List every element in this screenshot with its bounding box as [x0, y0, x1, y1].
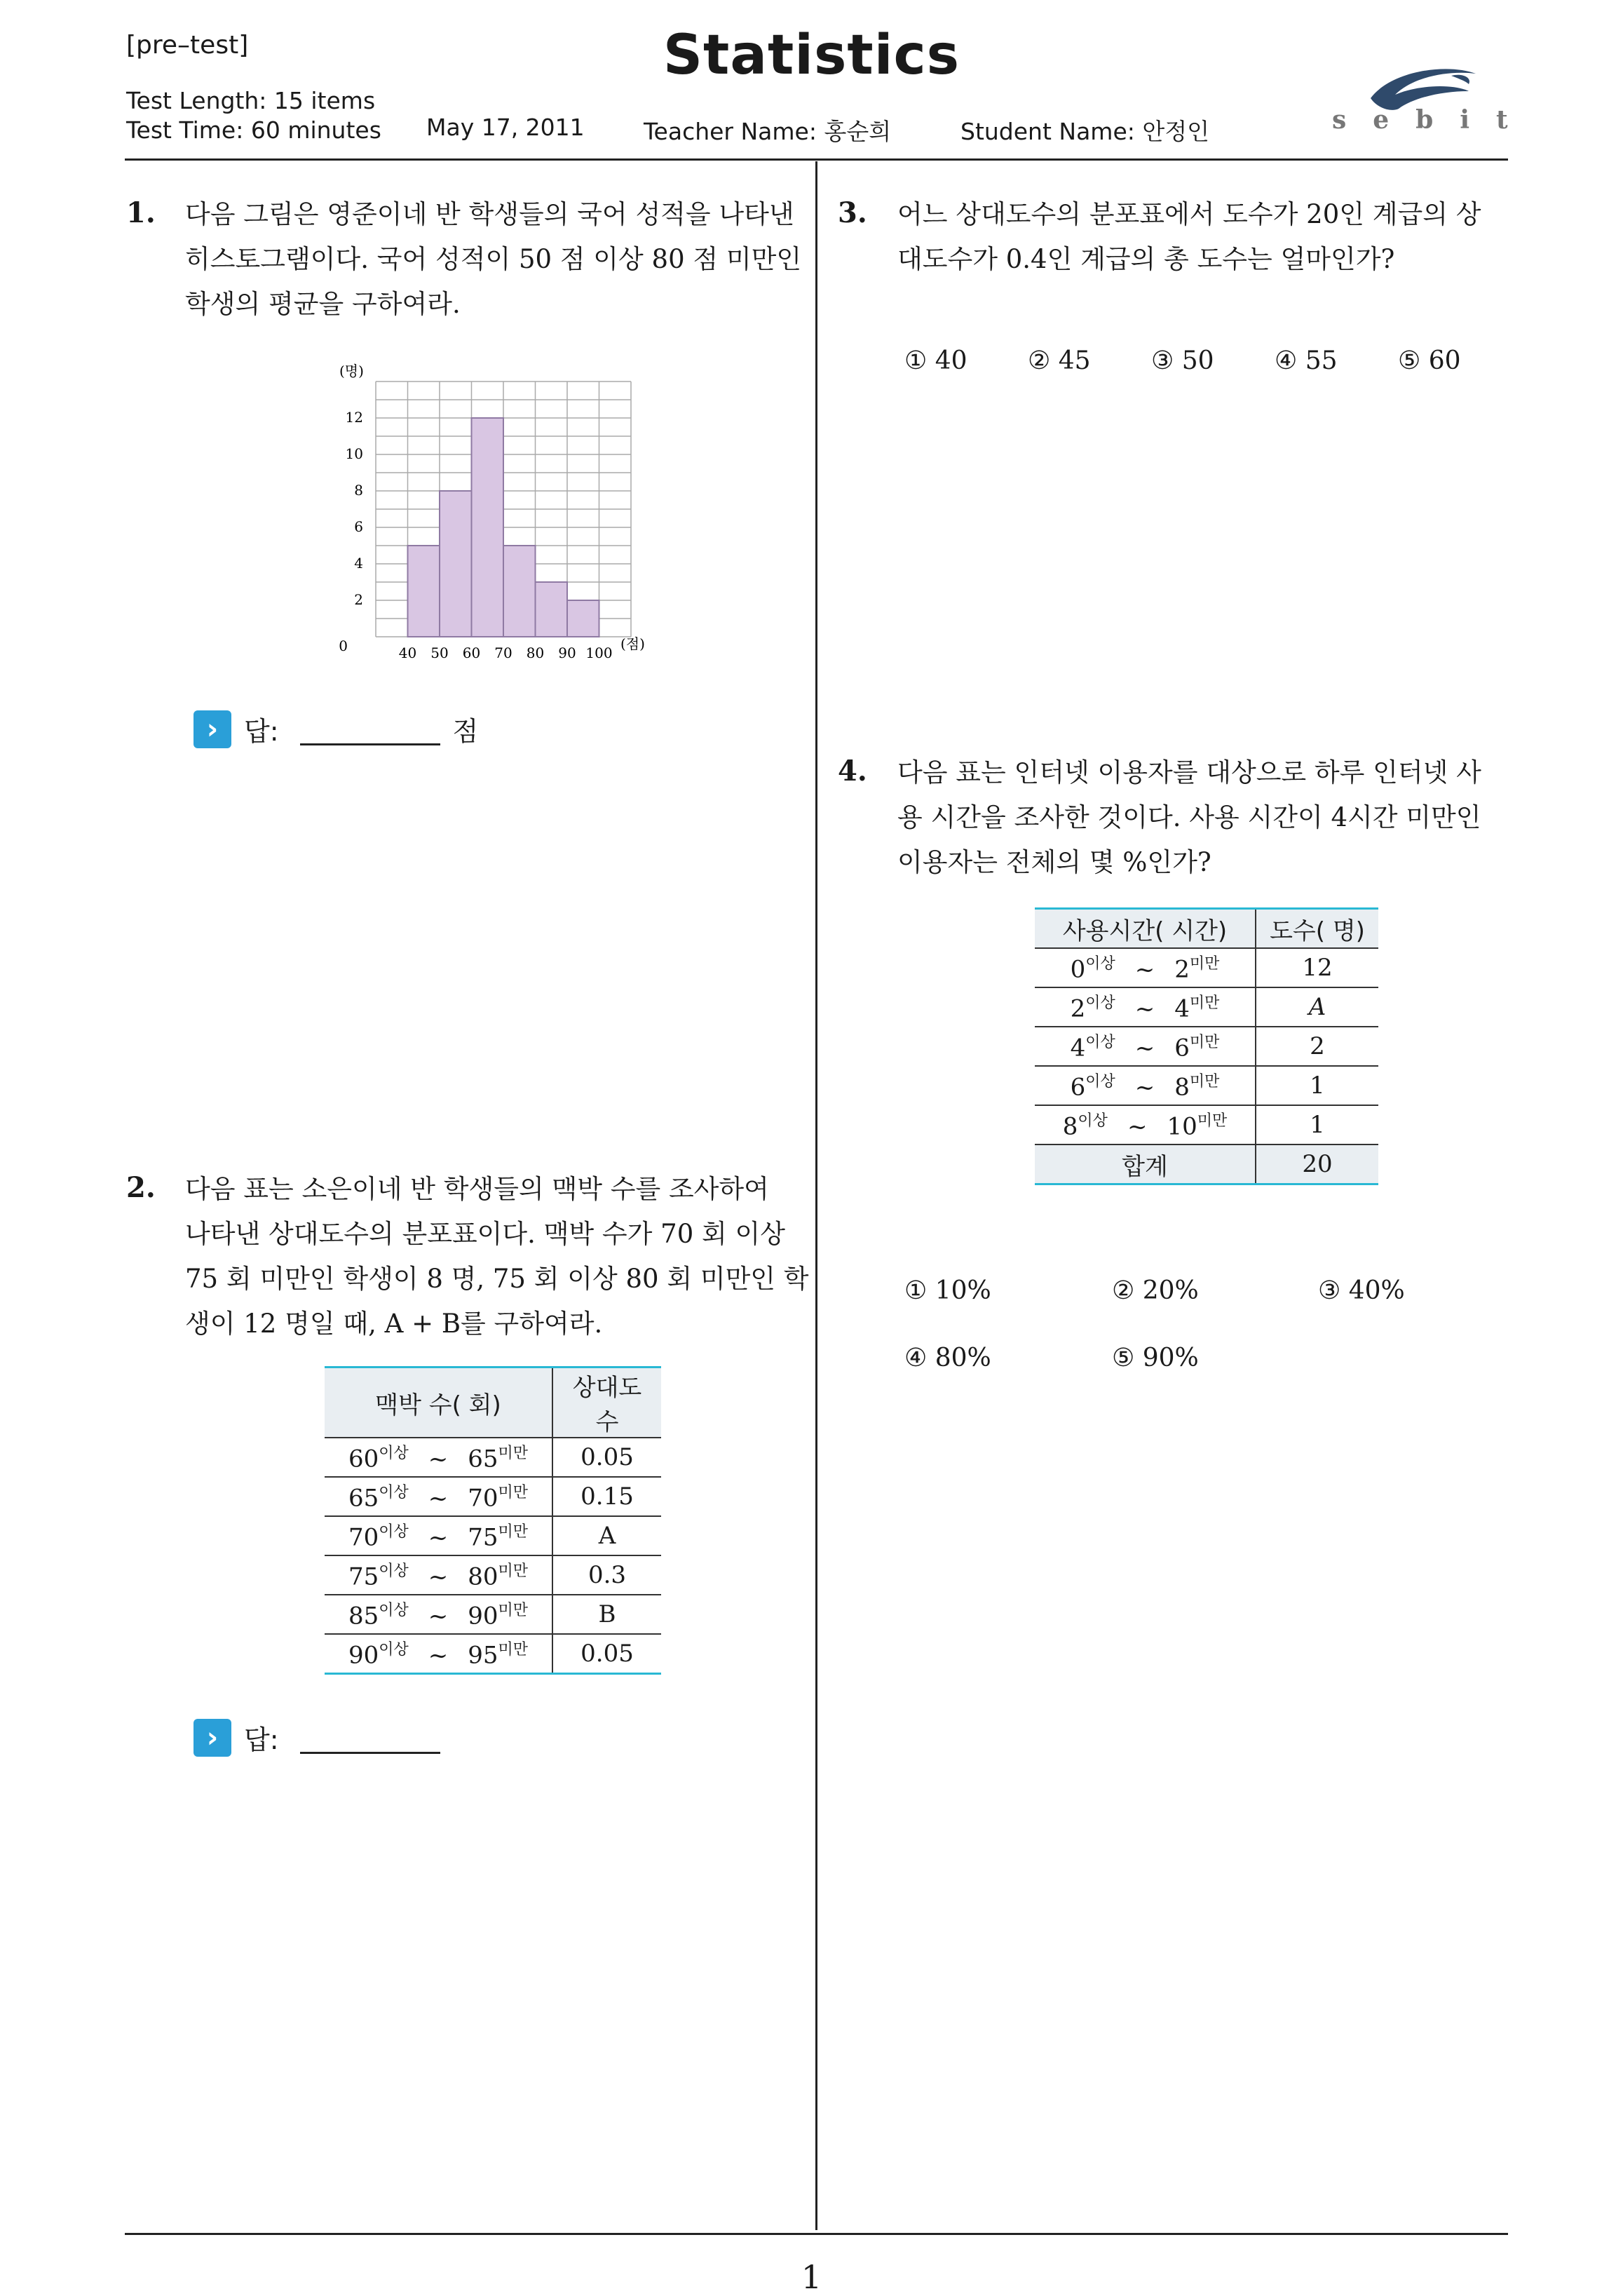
x-tick-label: 40	[398, 644, 417, 659]
answer-label: 답:	[244, 1724, 279, 1755]
class-interval: $6^{이상}$ ~ $8^{미만}$	[1035, 1066, 1256, 1105]
frequency-value: 2	[1256, 1027, 1378, 1066]
histogram-bar	[503, 546, 536, 637]
class-interval: $8^{이상}$ ~ $10^{미만}$	[1035, 1105, 1256, 1144]
histogram-bar	[536, 582, 568, 637]
answer-arrow-icon: ›	[193, 710, 231, 748]
table-header: 맥박 수( 회)	[325, 1368, 552, 1438]
table-header: 사용시간( 시간)	[1035, 909, 1256, 949]
q2-answer	[193, 1718, 453, 1757]
frequency-value: 0.15	[552, 1477, 661, 1516]
q1-text: 다음 그림은 영준이네 반 학생들의 국어 성적을 나타낸 히스토그램이다. 국어 성적이 50 점 이상 80 점 미만인 학생의 평균을 구하여라.	[185, 199, 802, 319]
y-tick-label: 4	[354, 555, 363, 572]
frequency-value: A	[552, 1516, 661, 1555]
test-date: May 17, 2011	[426, 114, 585, 141]
table-header: 도수( 명)	[1256, 909, 1378, 949]
x-tick-label: 60	[462, 644, 481, 659]
histogram-bar	[440, 491, 472, 637]
table-row	[325, 1595, 661, 1634]
header-divider	[125, 158, 1508, 161]
x-tick-label: 50	[430, 644, 449, 659]
test-length: Test Length: 15 items	[126, 87, 376, 114]
class-interval: $70^{이상}$ ~ $75^{미만}$	[325, 1516, 552, 1555]
frequency-value: 1	[1256, 1105, 1378, 1144]
histogram-bar	[567, 600, 599, 637]
answer-label: 답:	[244, 716, 279, 747]
total-value: 20	[1256, 1144, 1378, 1184]
table-row	[1035, 1027, 1378, 1066]
x-tick-label: 90	[558, 644, 576, 659]
answer-unit: 점	[452, 716, 479, 747]
logo-text: sebit	[1332, 105, 1535, 135]
frequency-value: 0.05	[552, 1634, 661, 1674]
x-axis-label: (점)	[620, 635, 645, 652]
frequency-value: 12	[1256, 948, 1378, 987]
table-row	[325, 1555, 661, 1595]
page-number: 1	[801, 2258, 822, 2296]
class-interval: $0^{이상}$ ~ $2^{미만}$	[1035, 948, 1256, 987]
table-row	[1035, 987, 1378, 1027]
test-tag: [pre–test]	[126, 31, 249, 60]
histogram-bar	[408, 546, 440, 637]
x-tick-label: 80	[526, 644, 545, 659]
frequency-value: A	[1256, 987, 1378, 1027]
q4-choice-2[interactable]: ② 20%	[1112, 1276, 1199, 1305]
q1-number: 1.	[126, 196, 156, 229]
x-tick-label: 70	[494, 644, 512, 659]
y-tick-label: 2	[354, 591, 363, 608]
frequency-value: 0.3	[552, 1555, 661, 1595]
y-axis-label: (명)	[339, 363, 364, 379]
y-tick-label: 8	[354, 482, 363, 499]
frequency-value: 1	[1256, 1066, 1378, 1105]
y-tick-label: 6	[354, 518, 363, 535]
q3-choice-2[interactable]: ② 45	[1028, 346, 1091, 375]
answer-arrow-icon: ›	[193, 1719, 231, 1757]
column-divider	[815, 161, 817, 2230]
q4-text: 다음 표는 인터넷 이용자를 대상으로 하루 인터넷 사 용 시간을 조사한 것이다. 사용 시간이 4시간 미만인 이용자는 전체의 몇 %인가?	[897, 757, 1481, 877]
table-row	[325, 1634, 661, 1674]
class-interval: $2^{이상}$ ~ $4^{미만}$	[1035, 987, 1256, 1027]
table-row	[1035, 1066, 1378, 1105]
y-tick-label: 0	[339, 637, 348, 654]
q4-number: 4.	[838, 755, 867, 788]
test-time: Test Time: 60 minutes	[126, 116, 381, 144]
frequency-value: B	[552, 1595, 661, 1634]
table-header: 상대도수	[552, 1368, 661, 1438]
class-interval: $90^{이상}$ ~ $95^{미만}$	[325, 1634, 552, 1674]
y-tick-label: 12	[345, 409, 363, 426]
student-name: Student Name: 안정인	[960, 118, 1209, 145]
table-row	[325, 1516, 661, 1555]
q2-number: 2.	[126, 1171, 156, 1204]
q1-answer	[193, 710, 478, 748]
q4-choice-4[interactable]: ④ 80%	[904, 1344, 991, 1372]
table-row	[325, 1438, 661, 1477]
q3-choice-1[interactable]: ① 40	[904, 346, 967, 375]
teacher-name: Teacher Name: 홍순희	[644, 118, 892, 145]
histogram-bar	[472, 418, 504, 637]
table-row	[1035, 948, 1378, 987]
q3-text: 어느 상대도수의 분포표에서 도수가 20인 계급의 상 대도수가 0.4인 계급의 총 도수는 얼마인가?	[897, 199, 1481, 274]
class-interval: $4^{이상}$ ~ $6^{미만}$	[1035, 1027, 1256, 1066]
table-total-row	[1035, 1144, 1378, 1184]
class-interval: $75^{이상}$ ~ $80^{미만}$	[325, 1555, 552, 1595]
q4-frequency-table	[1035, 907, 1378, 1185]
q1-answer-blank[interactable]	[300, 713, 440, 745]
q3-number: 3.	[838, 196, 867, 229]
q2-answer-blank[interactable]	[300, 1721, 440, 1754]
table-row	[325, 1477, 661, 1516]
total-label: 합계	[1035, 1144, 1256, 1184]
class-interval: $60^{이상}$ ~ $65^{미만}$	[325, 1438, 552, 1477]
q2-frequency-table	[325, 1366, 661, 1675]
y-tick-label: 10	[345, 445, 363, 462]
score-histogram	[322, 351, 659, 659]
frequency-value: 0.05	[552, 1438, 661, 1477]
class-interval: $85^{이상}$ ~ $90^{미만}$	[325, 1595, 552, 1634]
q4-choice-3[interactable]: ③ 40%	[1318, 1276, 1405, 1305]
q4-choice-1[interactable]: ① 10%	[904, 1276, 991, 1305]
page-title: Statistics	[663, 24, 960, 87]
x-tick-label: 100	[585, 644, 613, 659]
q3-choice-3[interactable]: ③ 50	[1151, 346, 1214, 375]
q3-choice-5[interactable]: ⑤ 60	[1398, 346, 1461, 375]
table-row	[1035, 1105, 1378, 1144]
footer-divider	[125, 2233, 1508, 2235]
q4-choice-5[interactable]: ⑤ 90%	[1112, 1344, 1199, 1372]
class-interval: $65^{이상}$ ~ $70^{미만}$	[325, 1477, 552, 1516]
q3-choice-4[interactable]: ④ 55	[1275, 346, 1338, 375]
q2-text: 다음 표는 소은이네 반 학생들의 맥박 수를 조사하여 나타낸 상대도수의 분포표이다. 맥박 수가 70 회 이상 75 회 미만인 학생이 8 명, 75 회 이상 80 회 미만인 학 생이 12 명일 때, A + B를 구하여라.	[185, 1174, 809, 1339]
